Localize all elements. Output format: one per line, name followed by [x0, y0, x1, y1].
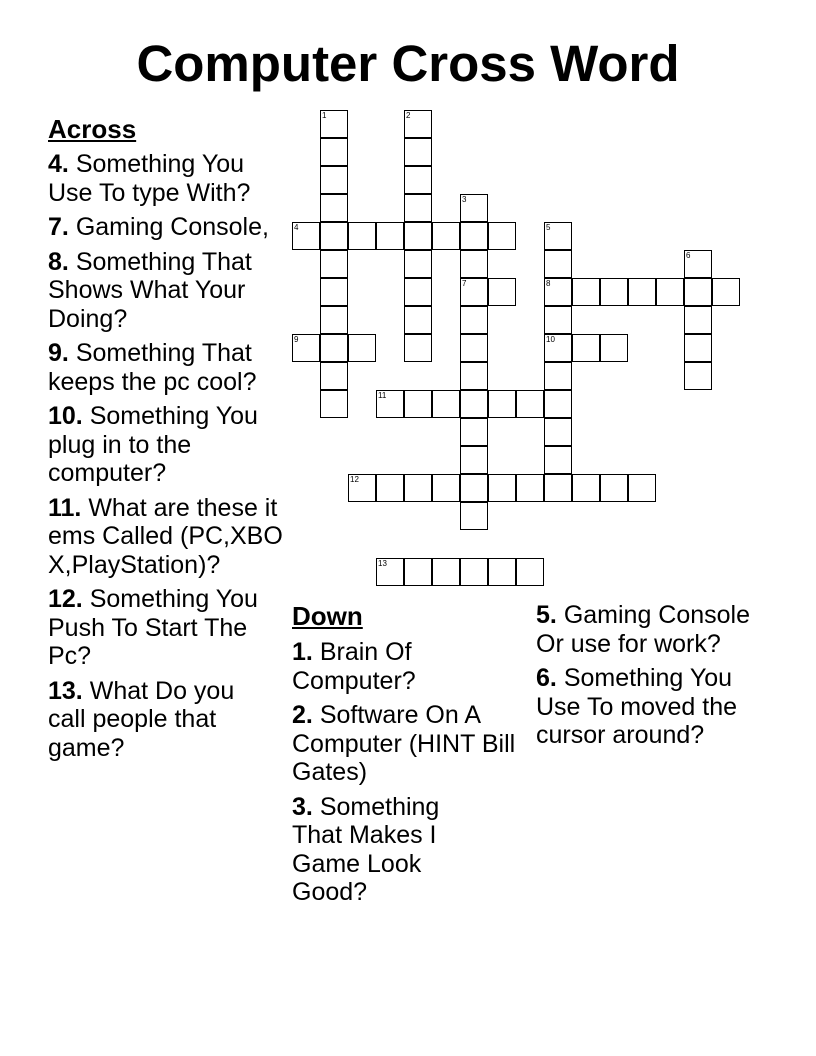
clue-text: Something That Makes I Game Look Good?	[292, 792, 440, 906]
cell-number: 10	[546, 335, 555, 344]
grid-cell[interactable]	[404, 194, 432, 222]
grid-cell[interactable]	[684, 306, 712, 334]
grid-cell[interactable]	[292, 222, 320, 250]
clue-text: Something You Use To type With?	[48, 150, 251, 207]
grid-cell[interactable]	[404, 166, 432, 194]
grid-cell[interactable]	[712, 278, 740, 306]
cell-number: 3	[462, 195, 467, 204]
clue-text: Something That Shows What Your Doing?	[48, 247, 252, 333]
clue-number: 1.	[292, 638, 313, 666]
grid-cell[interactable]	[460, 558, 488, 586]
grid-cell[interactable]	[572, 334, 600, 362]
grid-cell[interactable]	[376, 558, 404, 586]
clue-number: 10.	[48, 402, 83, 430]
clue-text: Software On A Computer (HINT Bill Gates)	[292, 701, 516, 786]
clue-number: 12.	[48, 585, 83, 613]
clue-number: 9.	[48, 339, 69, 367]
grid-cell[interactable]	[684, 362, 712, 390]
grid-cell[interactable]	[320, 222, 348, 250]
clue-text: What are these items Called (PC,XBOX,PlayStation)?	[48, 493, 283, 579]
grid-cell[interactable]	[544, 474, 572, 502]
grid-cell[interactable]	[684, 334, 712, 362]
grid-cell[interactable]	[320, 138, 348, 166]
grid-cell[interactable]	[320, 390, 348, 418]
across-clue	[48, 150, 278, 207]
grid-cell[interactable]	[376, 474, 404, 502]
cell-number: 4	[294, 223, 299, 232]
grid-cell[interactable]	[320, 278, 348, 306]
grid-cell[interactable]	[488, 278, 516, 306]
grid-cell[interactable]	[460, 502, 488, 530]
down-clue	[292, 793, 477, 907]
grid-cell[interactable]	[544, 250, 572, 278]
grid-cell[interactable]	[460, 334, 488, 362]
across-clue	[48, 494, 290, 580]
grid-cell[interactable]	[460, 306, 488, 334]
grid-cell[interactable]	[460, 446, 488, 474]
grid-cell[interactable]	[460, 278, 488, 306]
grid-cell[interactable]	[320, 250, 348, 278]
clue-text: Something You Push To Start The Pc?	[48, 585, 258, 670]
across-clue	[48, 585, 288, 671]
grid-cell[interactable]	[684, 278, 712, 306]
clue-number: 2.	[292, 701, 313, 729]
clue-text: Something You plug in to the computer?	[48, 402, 258, 487]
down-clue	[536, 601, 751, 658]
cell-number: 6	[686, 251, 691, 260]
grid-cell[interactable]	[404, 250, 432, 278]
grid-cell[interactable]	[404, 558, 432, 586]
clue-number: 11.	[48, 493, 82, 522]
grid-cell[interactable]	[460, 250, 488, 278]
cell-number: 12	[350, 475, 359, 484]
clue-text: Something You Use To moved the cursor around?	[536, 664, 738, 749]
clue-text: Brain Of Computer?	[292, 638, 416, 695]
grid-cell[interactable]	[404, 138, 432, 166]
cell-number: 13	[378, 559, 387, 568]
grid-cell[interactable]	[600, 278, 628, 306]
grid-cell[interactable]	[572, 474, 600, 502]
clue-number: 6.	[536, 664, 557, 692]
clue-text: Something That keeps the pc cool?	[48, 339, 257, 396]
down-clue	[292, 638, 452, 695]
clue-text: Gaming Console Or use for work?	[536, 601, 751, 658]
grid-cell[interactable]	[460, 194, 488, 222]
clue-text: What Do you call people that game?	[48, 676, 235, 762]
grid-cell[interactable]	[320, 362, 348, 390]
grid-cell[interactable]	[404, 306, 432, 334]
clue-number: 8.	[48, 247, 69, 276]
grid-cell[interactable]	[488, 222, 516, 250]
down-clue	[536, 664, 771, 750]
down-clue-list-2	[536, 601, 776, 756]
grid-cell[interactable]	[348, 334, 376, 362]
grid-cell[interactable]	[656, 278, 684, 306]
cell-number: 7	[462, 279, 467, 288]
cell-number: 5	[546, 223, 551, 232]
grid-cell[interactable]	[544, 446, 572, 474]
grid-cell[interactable]	[404, 222, 432, 250]
across-clue	[48, 677, 258, 763]
grid-cell[interactable]	[376, 390, 404, 418]
clue-number: 4.	[48, 150, 69, 178]
grid-cell[interactable]	[628, 278, 656, 306]
grid-cell[interactable]	[544, 390, 572, 418]
grid-cell[interactable]	[516, 390, 544, 418]
grid-cell[interactable]	[544, 278, 572, 306]
grid-cell[interactable]	[488, 558, 516, 586]
across-clue	[48, 248, 308, 334]
grid-cell[interactable]	[684, 250, 712, 278]
grid-cell[interactable]	[544, 362, 572, 390]
grid-cell[interactable]	[600, 474, 628, 502]
clue-number: 3.	[292, 792, 313, 821]
grid-cell[interactable]	[544, 334, 572, 362]
cell-number: 1	[322, 111, 327, 120]
cell-number: 9	[294, 335, 299, 344]
grid-cell[interactable]	[404, 334, 432, 362]
grid-cell[interactable]	[376, 222, 404, 250]
grid-cell[interactable]	[628, 474, 656, 502]
grid-cell[interactable]	[432, 558, 460, 586]
grid-cell[interactable]	[348, 222, 376, 250]
cell-number: 8	[546, 279, 551, 288]
grid-cell[interactable]	[404, 110, 432, 138]
grid-cell[interactable]	[460, 474, 488, 502]
clue-text: Gaming Console,	[75, 213, 269, 241]
grid-cell[interactable]	[292, 334, 320, 362]
across-clue-list	[48, 150, 283, 768]
grid-cell[interactable]	[544, 222, 572, 250]
grid-cell[interactable]	[460, 222, 488, 250]
grid-cell[interactable]	[544, 418, 572, 446]
down-clue-list	[292, 638, 522, 913]
clue-number: 13.	[48, 676, 83, 705]
grid-cell[interactable]	[516, 558, 544, 586]
grid-cell[interactable]	[432, 390, 460, 418]
puzzle-title: Computer Cross Word	[136, 35, 680, 92]
grid-cell[interactable]	[516, 474, 544, 502]
grid-cell[interactable]	[320, 166, 348, 194]
grid-cell[interactable]	[404, 278, 432, 306]
clue-number: 7.	[48, 213, 69, 241]
grid-cell[interactable]	[488, 474, 516, 502]
grid-cell[interactable]	[320, 306, 348, 334]
grid-cell[interactable]	[432, 474, 460, 502]
grid-cell[interactable]	[348, 474, 376, 502]
grid-cell[interactable]	[404, 390, 432, 418]
grid-cell[interactable]	[460, 362, 488, 390]
clue-number: 5.	[536, 601, 557, 629]
grid-cell[interactable]	[320, 194, 348, 222]
cell-number: 2	[406, 111, 411, 120]
across-heading: Across	[48, 114, 137, 144]
across-clue	[48, 339, 284, 396]
grid-cell[interactable]	[600, 334, 628, 362]
grid-cell[interactable]	[320, 110, 348, 138]
grid-cell[interactable]	[488, 390, 516, 418]
down-heading: Down	[292, 601, 363, 631]
down-clue	[292, 701, 517, 787]
cell-number: 11	[378, 391, 387, 400]
grid-cell[interactable]	[460, 390, 488, 418]
grid-cell[interactable]	[320, 334, 348, 362]
grid-cell[interactable]	[460, 418, 488, 446]
across-clue	[48, 213, 278, 242]
grid-cell[interactable]	[544, 306, 572, 334]
grid-cell[interactable]	[404, 474, 432, 502]
grid-cell[interactable]	[572, 278, 600, 306]
across-clue	[48, 402, 278, 488]
grid-cell[interactable]	[432, 222, 460, 250]
